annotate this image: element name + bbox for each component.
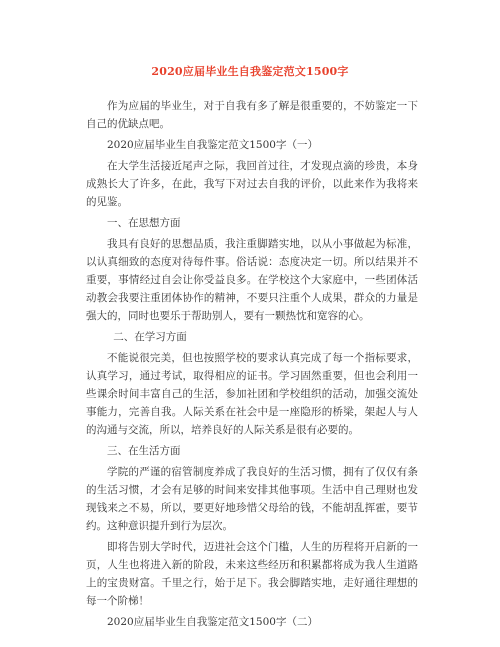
section-heading-one: 2020应届毕业生自我鉴定范文1500字（一）	[107, 139, 318, 151]
paragraph-conclusion: 即将告别大学时代，迈进社会这个门槛，人生的历程将开启新的一页，人生也将进入新的阶段，未来这些经历和积累都将成为我人生道路上的宝贵财富。千里之行，始于足下。我会脚踏实地，走好通往理想的每一个阶梯！	[86, 541, 418, 607]
subheading-study: 二、在学习方面	[113, 331, 187, 343]
paragraph-thought: 我具有良好的思想品质，我注重脚踏实地，以从小事做起为标准，以认真细致的态度对待每件事。俗话说：态度决定一切。所以结果并不重要，事情经过自会让你受益良多。在学校这个大家庭中，一些团体活动教会我要注重团体协作的精神，不要只注重个人成果，群众的力量是强大的，同时也要乐于帮助别人，要有一颗热忱和宽容的心。	[86, 238, 418, 322]
subheading-life: 三、在生活方面	[107, 445, 181, 457]
intro-paragraph: 作为应届的毕业生，对于自我有多了解是很重要的，不妨鉴定一下自己的优缺点吧。	[86, 100, 418, 130]
subheading-thought: 一、在思想方面	[107, 217, 181, 229]
paragraph-study: 不能说很完美，但也按照学校的要求认真完成了每一个指标要求，认真学习，通过考试，取得相应的证书。学习固然重要，但也会利用一些课余时间丰富自己的生活，参加社团和学校组织的活动，加强交流处事能力，完善自我。人际关系在社会中是一座隐形的桥梁，架起人与人的沟通与交流，所以，培养良好的人际关系是很有必要的。	[86, 352, 418, 436]
section-heading-two: 2020应届毕业生自我鉴定范文1500字（二）	[107, 616, 318, 628]
document-body	[86, 97, 418, 634]
document-title: 2020应届毕业生自我鉴定范文1500字	[151, 65, 349, 78]
paragraph-life: 学院的严谨的宿管制度养成了我良好的生活习惯，拥有了仅仅有条的生活习惯，才会有足够的时间来安排其他事项。生活中自己理财也发现钱来之不易，所以，要更好地珍惜父母给的钱，不能胡乱挥霍，要节约。这种意识提升到行为层次。	[86, 466, 418, 532]
paragraph-reflection: 在大学生活接近尾声之际，我回首过往，才发现点滴的珍贵，本身成熟长大了许多，在此，我写下对过去自我的评价，以此来作为我将来的见鉴。	[86, 160, 418, 208]
